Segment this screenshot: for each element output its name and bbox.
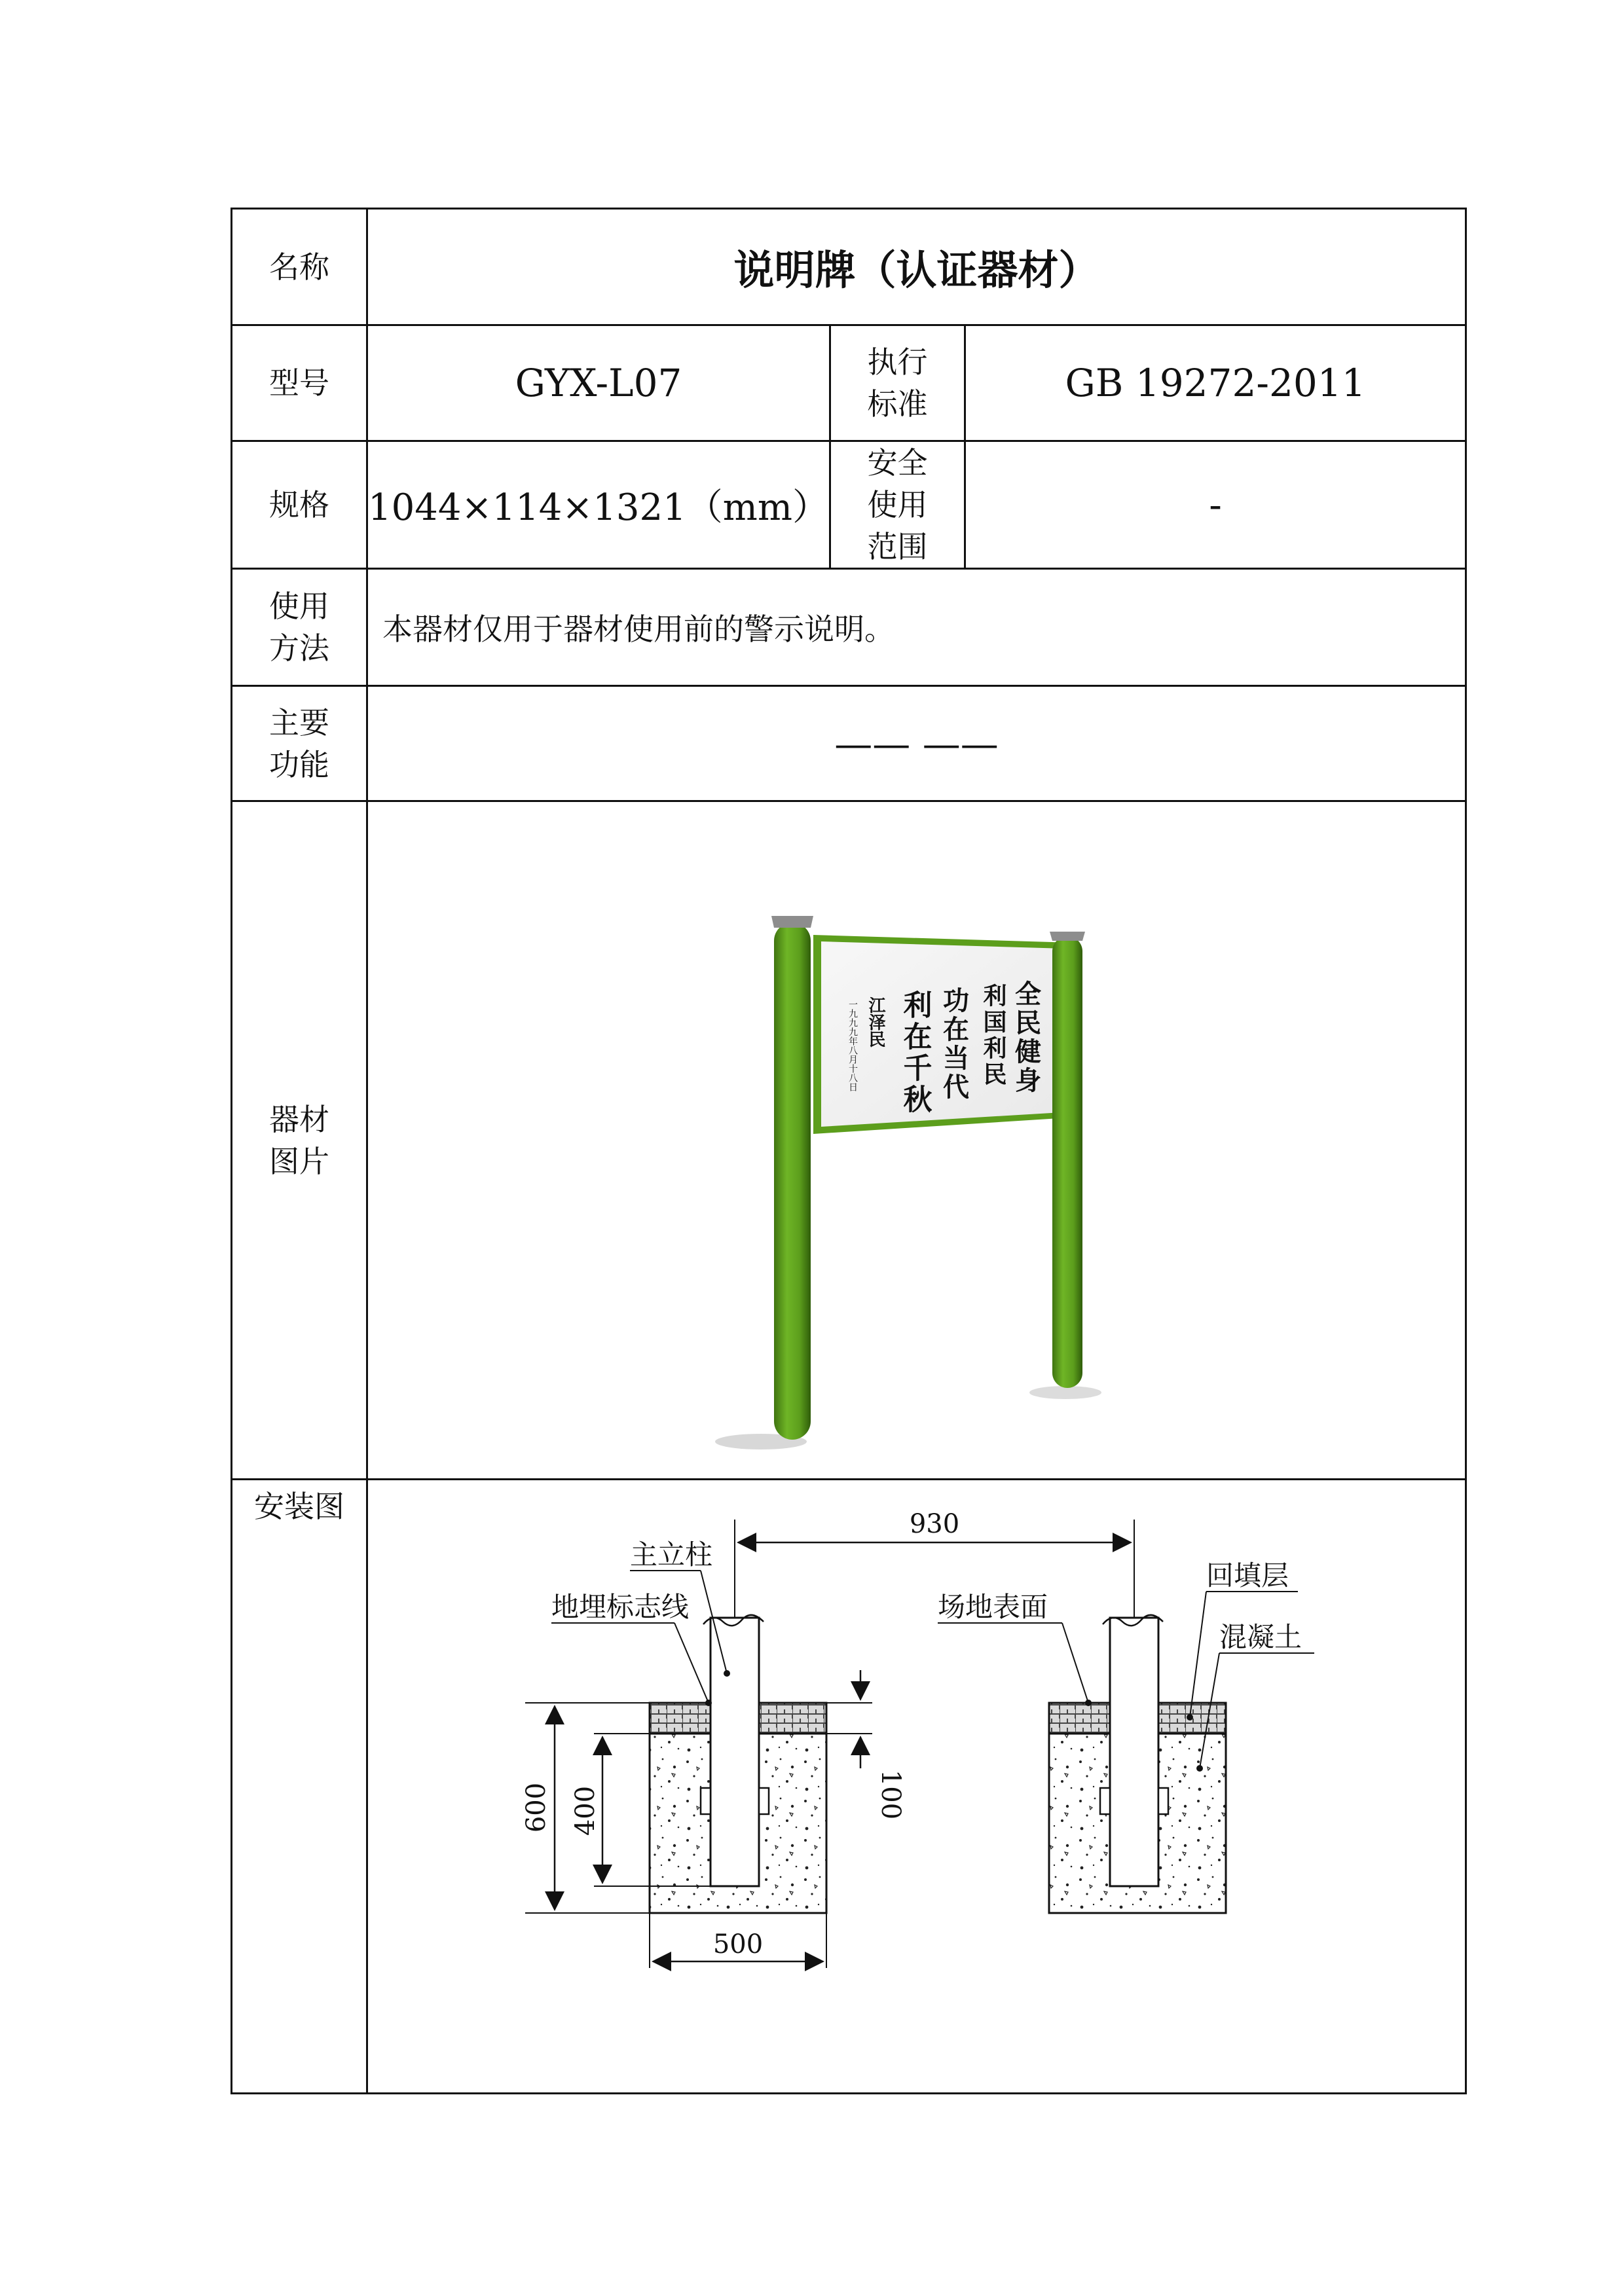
callout-ground-surface xyxy=(938,1591,1092,1706)
foundation-left xyxy=(650,1615,826,1913)
label-safe-range: 安全使用范围 xyxy=(830,441,965,569)
row-function xyxy=(232,686,1466,801)
row-spec xyxy=(232,441,1466,569)
label-name: 名称 xyxy=(232,209,367,325)
dim-depth-total-label: 600 xyxy=(521,1782,551,1833)
row-model xyxy=(232,325,1466,441)
row-photo xyxy=(232,801,1466,1480)
main-post-left xyxy=(710,1618,759,1886)
spec-sheet xyxy=(231,208,1465,2094)
callout-buried-mark xyxy=(551,1591,712,1706)
dim-depth-inner-label: 400 xyxy=(570,1785,600,1836)
label-standard: 执行标准 xyxy=(830,325,965,441)
label-photo: 器材图片 xyxy=(232,801,367,1480)
sign-line-4: 利在千秋 xyxy=(898,989,932,1116)
function-value: —— —— xyxy=(367,686,1466,801)
spec-table xyxy=(231,208,1467,2094)
post-left xyxy=(774,922,811,1440)
foundation-right xyxy=(1049,1615,1226,1913)
sign-line-1: 全民健身 xyxy=(1010,979,1042,1095)
model-value: GYX-L07 xyxy=(367,325,830,441)
dim-top-layer-label: 100 xyxy=(876,1769,906,1820)
install-diagram xyxy=(368,1480,1463,2089)
safe-range-value: - xyxy=(965,441,1466,569)
row-install xyxy=(232,1480,1466,2094)
row-usage xyxy=(232,569,1466,686)
dim-width-label: 500 xyxy=(712,1929,764,1959)
main-post-right xyxy=(1110,1618,1158,1886)
anchor-right-b xyxy=(1158,1788,1168,1814)
anchor-right-a xyxy=(1100,1788,1110,1814)
row-name xyxy=(232,209,1466,325)
label-function: 主要功能 xyxy=(232,686,367,801)
standard-value: GB 19272-2011 xyxy=(965,325,1466,441)
label-spec: 规格 xyxy=(232,441,367,569)
post-cap-right xyxy=(1050,932,1085,941)
post-shadow-right xyxy=(1029,1386,1101,1399)
anchor-left-b xyxy=(759,1788,769,1814)
callout-main-post-label: 主立柱 xyxy=(630,1539,713,1571)
dimension-top-layer xyxy=(826,1670,906,1819)
label-install: 安装图 xyxy=(232,1480,367,2094)
sign-date: 一九九九年八月十八日 xyxy=(847,999,858,1091)
spec-value: 1044×114×1321（mm） xyxy=(367,441,830,569)
sign-line-3: 功在当代 xyxy=(938,986,970,1102)
label-model: 型号 xyxy=(232,325,367,441)
usage-value: 本器材仅用于器材使用前的警示说明。 xyxy=(367,569,1466,686)
dim-span-label: 930 xyxy=(909,1509,960,1539)
dimension-span xyxy=(735,1509,1134,1618)
dimension-width xyxy=(650,1913,826,1968)
label-usage: 使用方法 xyxy=(232,569,367,686)
install-diagram-cell xyxy=(367,1480,1466,2094)
post-right xyxy=(1052,936,1082,1388)
callout-buried-mark-label: 地埋标志线 xyxy=(551,1591,690,1623)
product-name: 说明牌（认证器材） xyxy=(367,209,1466,325)
callout-backfill-label: 回填层 xyxy=(1206,1559,1289,1592)
callout-concrete-label: 混凝土 xyxy=(1219,1621,1302,1653)
anchor-left-a xyxy=(701,1788,710,1814)
callout-ground-surface-label: 场地表面 xyxy=(938,1591,1048,1623)
sign-product-image xyxy=(368,803,1463,1478)
sign-line-2: 利国利民 xyxy=(980,983,1007,1088)
photo-cell xyxy=(367,801,1466,1480)
sign-signature: 江泽民 xyxy=(866,996,885,1048)
post-cap-left xyxy=(771,916,813,928)
